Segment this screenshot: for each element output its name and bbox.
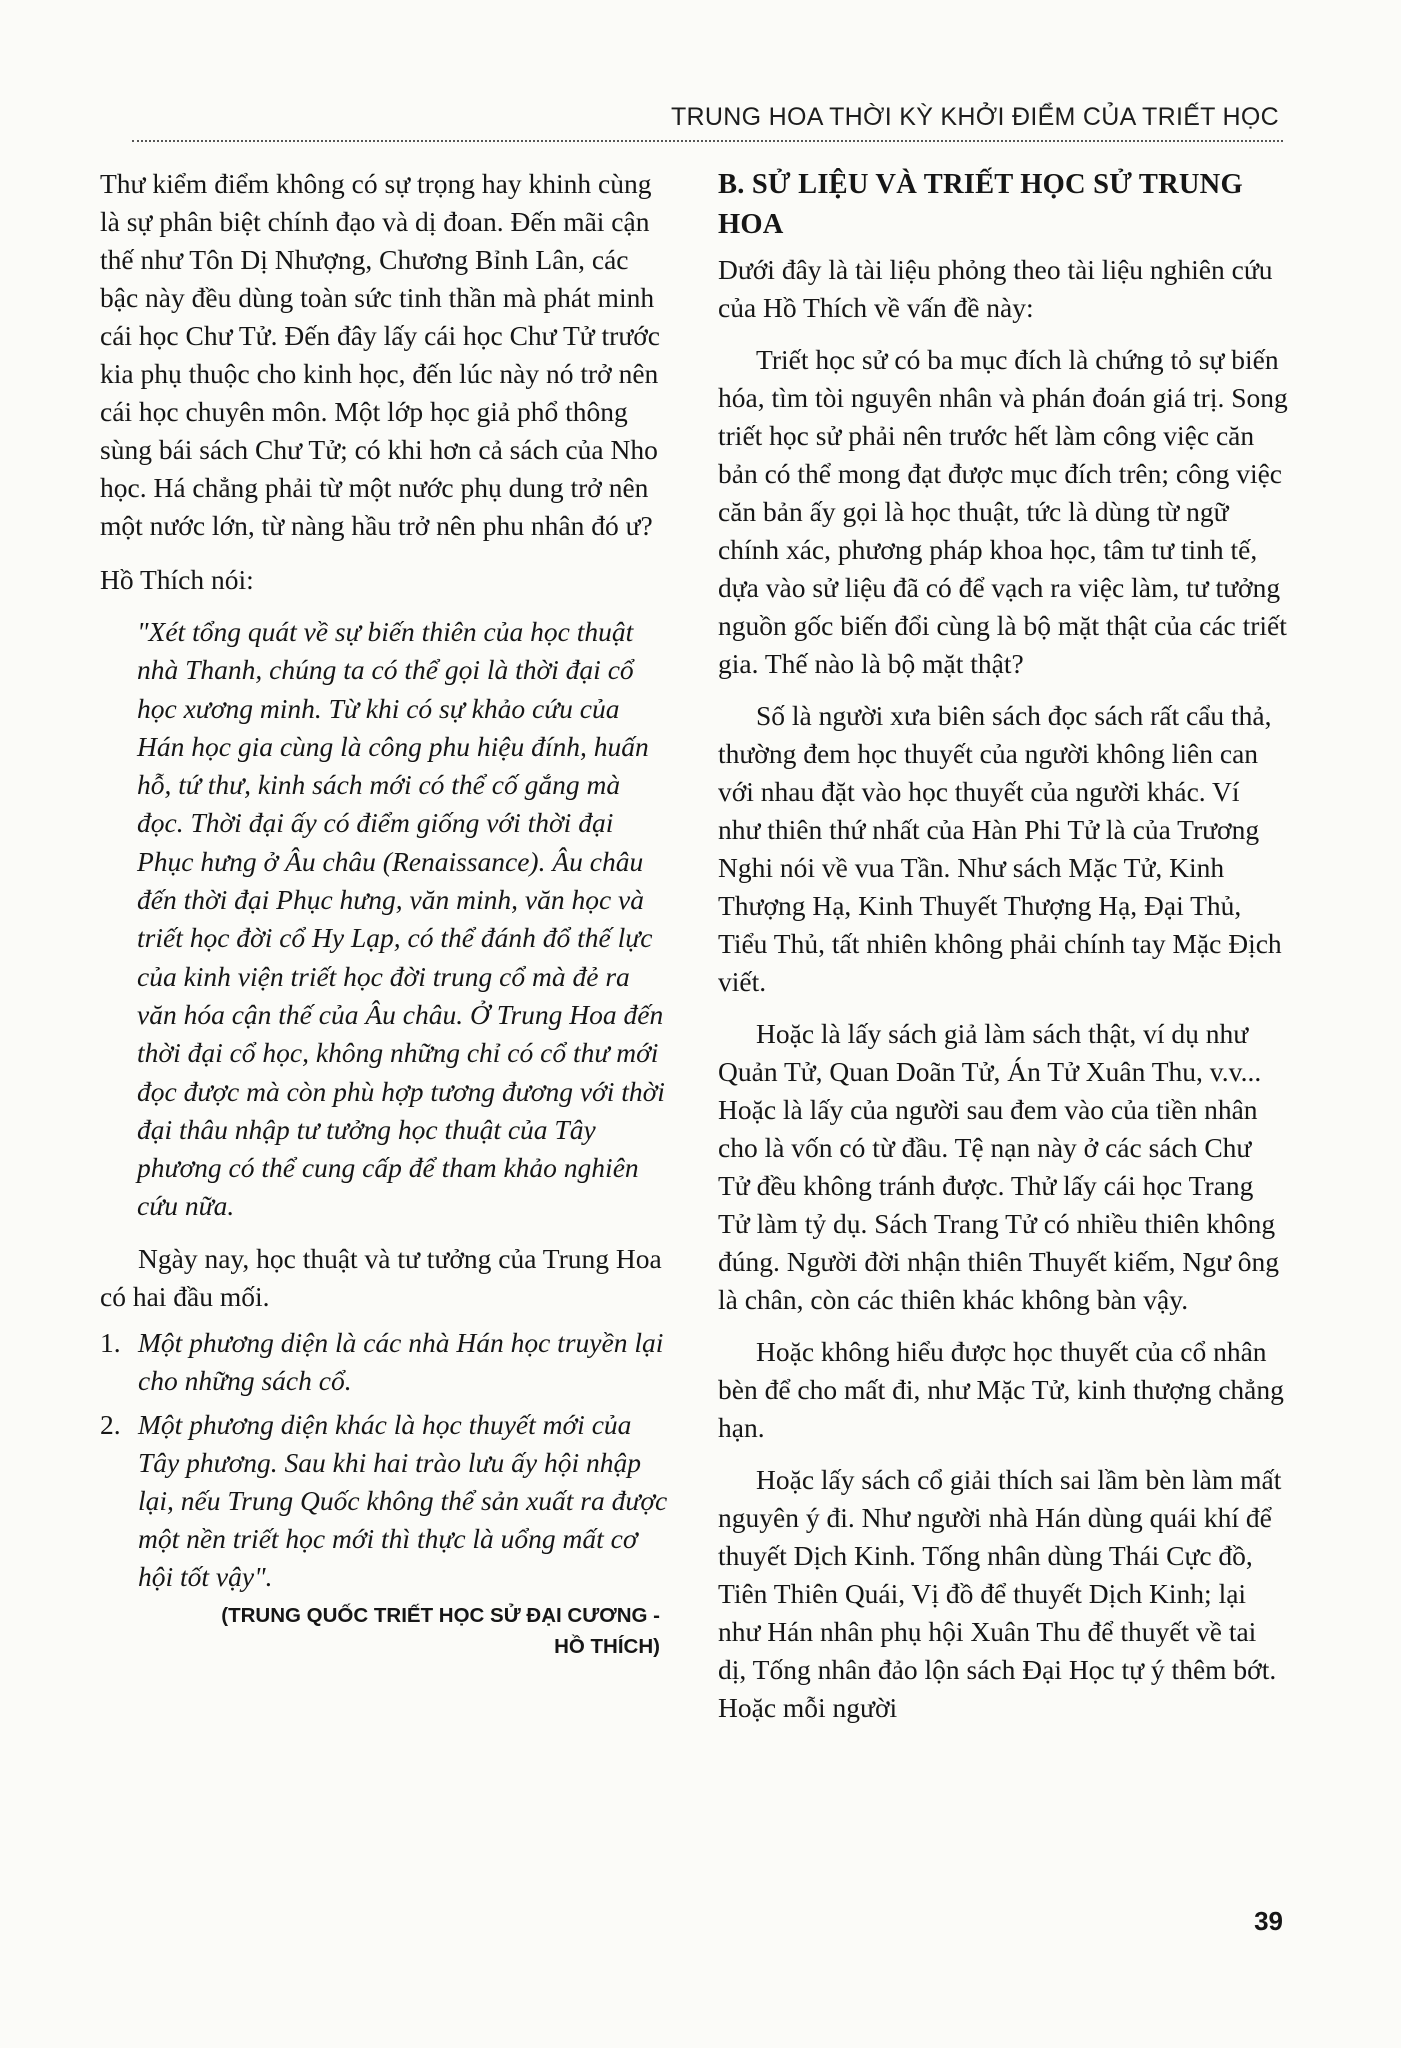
intro-paragraph: Thư kiểm điểm không có sự trọng hay khinh cùng là sự phân biệt chính đạo và dị đoan. Đến mãi cận thế như Tôn Dị Nhượng, Chương Bỉnh Lân, các bậc này đều dùng toàn sức tinh thần mà phát minh cái học Chư Tử. Đến đây lấy cái học Chư Tử trước kia phụ thuộc cho kinh học, đến lúc này nó trở nên cái học chuyên môn. Một lớp học giả phổ thông sùng bái sách Chư Tử; có khi hơn cả sách của Nho học. Há chẳng phải từ một nước phụ dung trở nên một nước lớn, từ nàng hầu trở nên phu nhân đó ư?: [100, 168, 660, 541]
body-paragraph: Hoặc không hiểu được học thuyết của cổ nhân bèn để cho mất đi, như Mặc Tử, kinh thượng chẳng hạn.: [718, 1336, 1284, 1443]
running-header: TRUNG HOA THỜI KỲ KHỞI ĐIỂM CỦA TRIẾT HỌC: [670, 103, 1279, 131]
list-item-text: Một phương diện khác là học thuyết mới của Tây phương. Sau khi hai trào lưu ấy hội nhập lại, nếu Trung Quốc không thể sản xuất ra được một nền triết học mới thì thực là uổng mất cơ hội tốt vậy".: [138, 1408, 668, 1592]
list-item-number: 1.: [100, 1326, 121, 1358]
citation-line: (TRUNG QUỐC TRIẾT HỌC SỬ ĐẠI CƯƠNG -: [221, 1603, 660, 1627]
right-column: [718, 165, 1288, 1727]
body-paragraph: Số là người xưa biên sách đọc sách rất cẩu thả, thường đem học thuyết của người không liên can với nhau đặt vào học thuyết của người khác. Ví như thiên thứ nhất của Hàn Phi Tử là của Trương Nghi nói về vua Tần. Như sách Mặc Tử, Kinh Thượng Hạ, Kinh Thuyết Thượng Hạ, Đại Thủ, Tiểu Thủ, tất nhiên không phải chính tay Mặc Địch viết.: [718, 700, 1282, 997]
left-column: [100, 165, 670, 1662]
body-paragraph: Hoặc lấy sách cổ giải thích sai lầm bèn làm mất nguyên ý đi. Như người nhà Hán dùng quái khí để thuyết Dịch Kinh. Tống nhân dùng Thái Cực đồ, Tiên Thiên Quái, Vị đồ để thuyết Dịch Kinh; lại như Hán nhân phụ hội Xuân Thu để thuyết về tai dị, Tống nhân đảo lộn sách Đại Học tự ý thêm bớt. Hoặc mỗi người: [718, 1464, 1282, 1723]
lead-paragraph: Dưới đây là tài liệu phỏng theo tài liệu nghiên cứu của Hồ Thích về vấn đề này:: [718, 254, 1273, 323]
body-paragraph: Triết học sử có ba mục đích là chứng tỏ sự biến hóa, tìm tòi nguyên nhân và phán đoán giá trị. Song triết học sử phải nên trước hết làm công việc căn bản có thể mong đạt được mục đích trên; công việc căn bản ấy gọi là học thuật, tức là dùng từ ngữ chính xác, phương pháp khoa học, tâm tư tinh tế, dựa vào sử liệu đã có để vạch ra việc làm, tư tưởng nguồn gốc biến đổi cùng là bộ mặt thật của các triết gia. Thế nào là bộ mặt thật?: [718, 344, 1288, 679]
page-number: 39: [1254, 1906, 1283, 1936]
list-item: [100, 1324, 670, 1400]
body-paragraph: Hoặc là lấy sách giả làm sách thật, ví dụ như Quản Tử, Quan Doãn Tử, Án Tử Xuân Thu, v.v... Hoặc là lấy của người sau đem vào của tiền nhân cho là vốn có từ đầu. Tệ nạn này ở các sách Chư Tử đều không tránh được. Thử lấy cái học Trang Tử làm tỷ dụ. Sách Trang Tử có nhiều thiên không đúng. Người đời nhận thiên Thuyết kiếm, Ngư ông là chân, còn các thiên khác không bàn vậy.: [718, 1018, 1279, 1315]
source-citation: [100, 1600, 670, 1662]
citation-line: HỒ THÍCH): [554, 1634, 660, 1658]
header-divider: [132, 140, 1283, 142]
attribution-label: Hồ Thích nói:: [100, 564, 254, 595]
today-paragraph: Ngày nay, học thuật và tư tưởng của Trung Hoa có hai đầu mối.: [100, 1242, 662, 1312]
list-item-number: 2.: [100, 1408, 121, 1440]
list-item-text: Một phương diện là các nhà Hán học truyền lại cho những sách cổ.: [138, 1326, 664, 1396]
list-item: [100, 1406, 670, 1596]
block-quote: "Xét tổng quát về sự biến thiên của học thuật nhà Thanh, chúng ta có thể gọi là thời đại cổ học xương minh. Từ khi có sự khảo cứu của Hán học gia cùng là công phu hiệu đính, huấn hỗ, tứ thư, kinh sách mới có thể cố gắng mà đọc. Thời đại ấy có điểm giống với thời đại Phục hưng ở Âu châu (Renaissance). Âu châu đến thời đại Phục hưng, văn minh, văn học và triết học đời cổ Hy Lạp, có thể đánh đổ thế lực của kinh viện triết học đời trung cổ mà đẻ ra văn hóa cận thế của Âu châu. Ở Trung Hoa đến thời đại cổ học, không những chỉ có cổ thư mới đọc được mà còn phù hợp tương đương với thời đại thâu nhập tư tưởng học thuật của Tây phương có thể cung cấp để tham khảo nghiên cứu nữa.: [137, 616, 665, 1222]
section-heading: B. SỬ LIỆU VÀ TRIẾT HỌC SỬ TRUNG HOA: [718, 169, 1243, 240]
numbered-list: [100, 1324, 670, 1596]
